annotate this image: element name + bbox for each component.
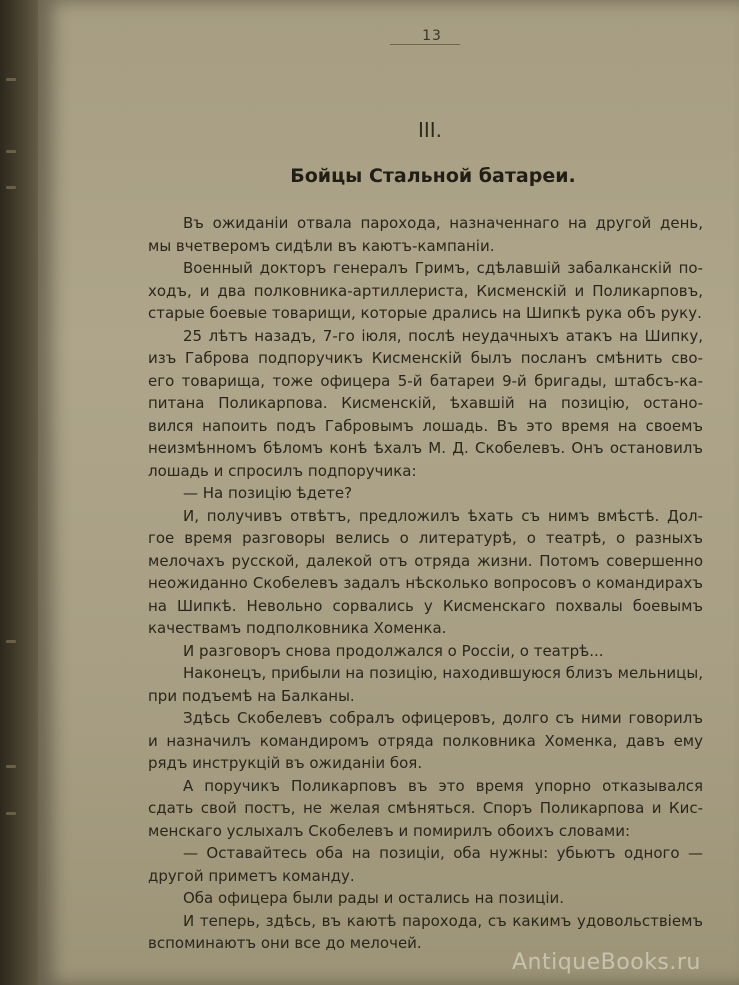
text-line: на Шипкѣ. Невольно сорвались у Кисменскаго похвалы боевымъ bbox=[148, 597, 703, 615]
text-line: питана Поликарпова. Кисменскій, ѣхавшій на позицію, остано- bbox=[148, 394, 703, 412]
text-line: другой приметъ команду. bbox=[148, 867, 355, 885]
text-line: качествамъ подполковника Хоменка. bbox=[148, 619, 447, 637]
text-line: И, получивъ отвѣтъ, предложилъ ѣхать съ нимъ вмѣстѣ. Дол- bbox=[183, 507, 703, 525]
text-line: Въ ожиданіи отвала парохода, назначеннаго на другой день, bbox=[183, 214, 703, 232]
text-line: И теперь, здѣсь, въ каютѣ парохода, съ какимъ удовольствіемъ bbox=[183, 912, 703, 930]
text-line: старые боевые товарищи, которые дрались на Шипкѣ рука объ руку. bbox=[148, 304, 702, 322]
text-line: И разговоръ снова продолжался о Россіи, о театрѣ... bbox=[183, 642, 604, 660]
text-line: и назначилъ командиромъ отряда полковника Хоменка, давъ ему bbox=[148, 732, 703, 750]
text-line: изъ Габрова подпоручикъ Кисменскій былъ посланъ смѣнить сво- bbox=[148, 349, 703, 367]
spine-mark bbox=[6, 640, 16, 643]
spine-mark bbox=[6, 812, 16, 815]
text-line: при подъемѣ на Балканы. bbox=[148, 687, 355, 705]
chapter-title: Бойцы Стальной батареи. bbox=[290, 165, 576, 187]
text-line: вспоминаютъ они все до мелочей. bbox=[148, 934, 422, 952]
text-line: мелочахъ русской, далекой отъ отряда жизни. Потомъ совершенно bbox=[148, 552, 703, 570]
text-line: — Оставайтесь оба на позиціи, оба нужны: убьютъ одного — bbox=[183, 844, 703, 862]
text-line: Оба офицера были рады и остались на позиціи. bbox=[183, 889, 565, 907]
text-line: Здѣсь Скобелевъ собралъ офицеровъ, долго съ ними говорилъ bbox=[183, 709, 703, 727]
text-line: менскаго услыхалъ Скобелевъ и помирилъ обоихъ словами: bbox=[148, 822, 631, 840]
spine-mark bbox=[6, 765, 16, 768]
text-line: 25 лѣтъ назадъ, 7-го іюля, послѣ неудачныхъ атакъ на Шипку, bbox=[183, 327, 703, 345]
text-line: Военный докторъ генералъ Гримъ, сдѣлавшій забалканскій по- bbox=[183, 259, 703, 277]
text-line: неизмѣнномъ бѣломъ конѣ ѣхалъ М. Д. Скобелевъ. Онъ остановилъ bbox=[148, 439, 703, 457]
chapter-numeral: III. bbox=[417, 118, 443, 142]
text-line: гое время разговоры велись о литературѣ, о театрѣ, о разныхъ bbox=[148, 529, 703, 547]
text-line: вился напоить подъ Габровымъ лошадь. Въ это время на своемъ bbox=[148, 417, 703, 435]
text-line: — На позицію ѣдете? bbox=[183, 484, 353, 502]
text-line: его товарища, тоже офицера 5-й батареи 9-й бригады, штабсъ-ка- bbox=[148, 372, 703, 390]
book-page bbox=[38, 0, 739, 985]
text-line: ходъ, и два полковника-артиллериста, Кисменскій и Поликарповъ, bbox=[148, 282, 703, 300]
text-line: сдать свой постъ, не желая смѣняться. Споръ Поликарпова и Кис- bbox=[148, 799, 703, 817]
book-spine bbox=[0, 0, 40, 985]
page-number-rule bbox=[390, 44, 460, 45]
text-line: А поручикъ Поликарповъ въ это время упорно отказывался bbox=[183, 777, 703, 795]
spine-mark bbox=[6, 150, 16, 153]
text-line: мы вчетверомъ сидѣли въ каютъ-кампаніи. bbox=[148, 237, 495, 255]
spine-mark bbox=[6, 186, 16, 189]
page-number: 13 bbox=[422, 28, 442, 44]
watermark: AntiqueBooks.ru bbox=[512, 950, 701, 975]
text-line: неожиданно Скобелевъ задалъ нѣсколько вопросовъ о командирахъ bbox=[148, 574, 703, 592]
text-line: рядъ инструкцій въ ожиданіи боя. bbox=[148, 754, 423, 772]
spine-mark bbox=[6, 78, 16, 81]
text-line: Наконецъ, прибыли на позицію, находившуюся близъ мельницы, bbox=[183, 664, 703, 682]
text-line: лошадь и спросилъ подпоручика: bbox=[148, 462, 417, 480]
